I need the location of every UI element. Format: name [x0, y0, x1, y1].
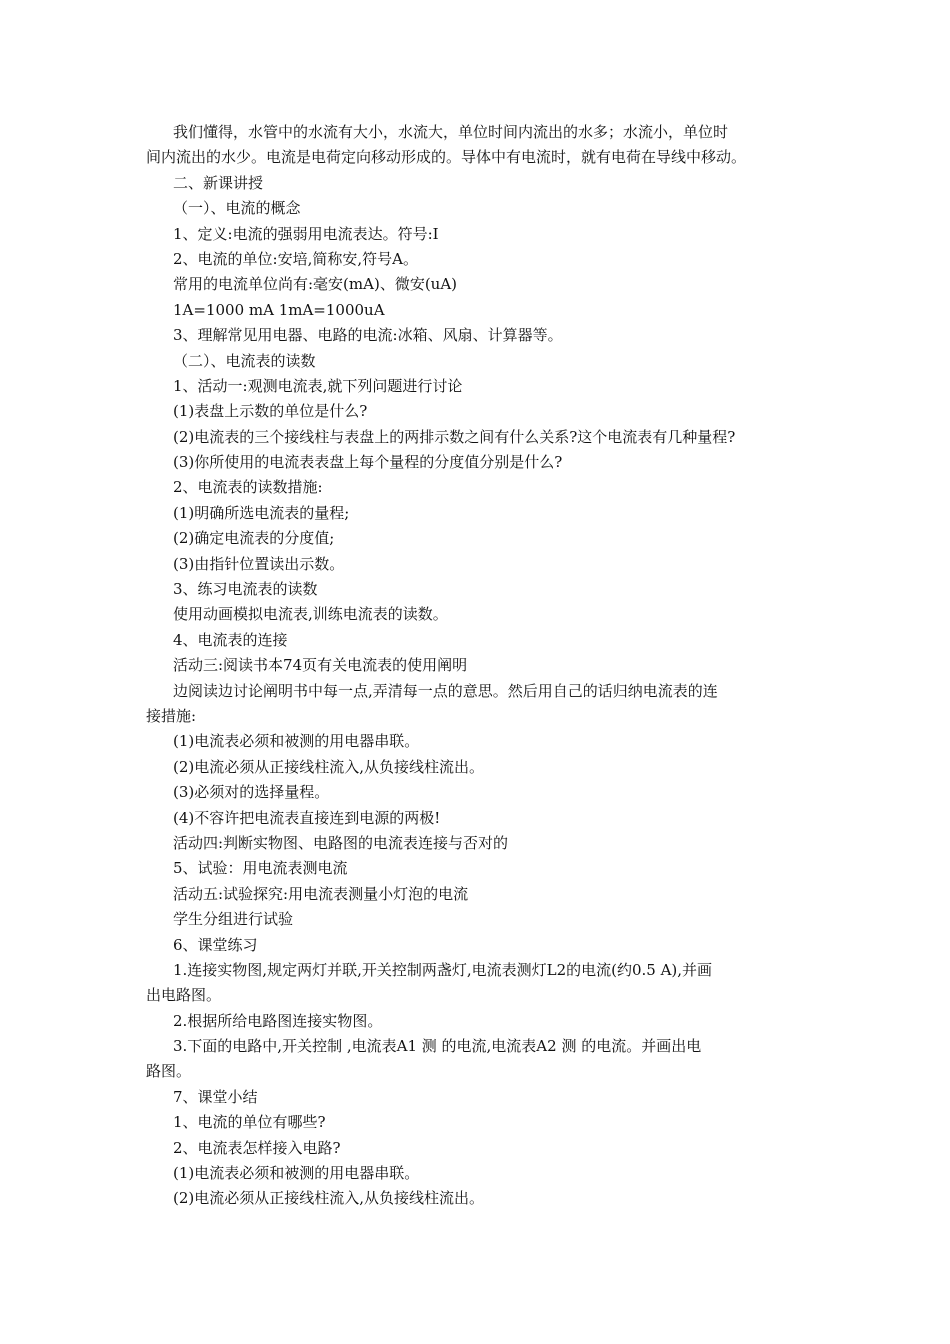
text-line: 2.根据所给电路图连接实物图。 [173, 1011, 383, 1030]
text-line: (3)你所使用的电流表表盘上每个量程的分度值分别是什么? [173, 453, 563, 472]
text-line: 1A=1000 mA 1mA=1000uA [173, 300, 385, 319]
text-line: 2、电流的单位:安培,简称安,符号A。 [173, 249, 418, 268]
text-line: 7、课堂小结 [173, 1087, 258, 1106]
text-line: 2、电流表的读数措施: [173, 478, 323, 497]
text-line: (1)电流表必须和被测的用电器串联。 [173, 1164, 420, 1183]
text-line: 6、课堂练习 [173, 935, 258, 954]
text-line: 二、新课讲授 [173, 173, 264, 192]
text-line: 出电路图。 [146, 986, 222, 1005]
text-line: (1)明确所选电流表的量程; [173, 503, 350, 522]
text-line: (1)表盘上示数的单位是什么? [173, 402, 368, 421]
text-line: 4、电流表的连接 [173, 630, 288, 649]
text-line: (2)确定电流表的分度值; [173, 529, 335, 548]
text-line: 学生分组进行试验 [173, 910, 294, 929]
text-line: （二）、电流表的读数 [173, 351, 316, 370]
text-line: 使用动画模拟电流表,训练电流表的读数。 [173, 605, 448, 624]
text-line: (2)电流必须从正接线柱流入,从负接线柱流出。 [173, 757, 485, 776]
text-line: (2)电流表的三个接线柱与表盘上的两排示数之间有什么关系?这个电流表有几种量程? [173, 427, 736, 446]
text-line: （一）、电流的概念 [173, 199, 301, 218]
text-line: 5、试验：用电流表测电流 [173, 859, 348, 878]
text-line: 路图。 [146, 1062, 192, 1081]
text-line: 3、练习电流表的读数 [173, 580, 318, 599]
text-line: 3.下面的电路中,开关控制 ,电流表A1 测 的电流,电流表A2 测 的电流。并画出电 [173, 1037, 702, 1056]
text-line: 活动四:判断实物图、电路图的电流表连接与否对的 [173, 833, 509, 852]
text-line: 接措施: [146, 706, 197, 725]
text-line: 常用的电流单位尚有:毫安(mA)、微安(uA) [173, 275, 458, 294]
text-line: (4)不容许把电流表直接连到电源的两极! [173, 808, 441, 827]
text-line: (3)由指针位置读出示数。 [173, 554, 345, 573]
text-line: 1、电流的单位有哪些? [173, 1113, 326, 1132]
text-line: 边阅读边讨论阐明书中每一点,弄清每一点的意思。然后用自己的话归纳电流表的连 [173, 681, 718, 700]
text-line: (3)必须对的选择量程。 [173, 783, 330, 802]
text-line: (2)电流必须从正接线柱流入,从负接线柱流出。 [173, 1189, 485, 1208]
document-page [146, 120, 818, 1212]
text-line: 2、电流表怎样接入电路? [173, 1138, 341, 1157]
text-line: 我们懂得，水管中的水流有大小，水流大，单位时间内流出的水多；水流小，单位时 [173, 123, 729, 141]
text-line: 活动三:阅读书本74页有关电流表的使用阐明 [173, 656, 468, 675]
text-line: 间内流出的水少。电流是电荷定向移动形成的。导体中有电流时，就有电荷在导线中移动。 [146, 148, 747, 167]
text-line: 1.连接实物图,规定两灯并联,开关控制两盏灯,电流表测灯L2的电流(约0.5 A),并画 [173, 960, 713, 979]
text-line: (1)电流表必须和被测的用电器串联。 [173, 732, 420, 751]
text-line: 3、理解常见用电器、电路的电流:冰箱、风扇、计算器等。 [173, 326, 563, 345]
text-line: 活动五:试验探究:用电流表测量小灯泡的电流 [173, 884, 469, 903]
text-line: 1、活动一:观测电流表,就下列问题进行讨论 [173, 376, 463, 395]
text-line: 1、定义:电流的强弱用电流表达。符号:I [173, 224, 439, 243]
